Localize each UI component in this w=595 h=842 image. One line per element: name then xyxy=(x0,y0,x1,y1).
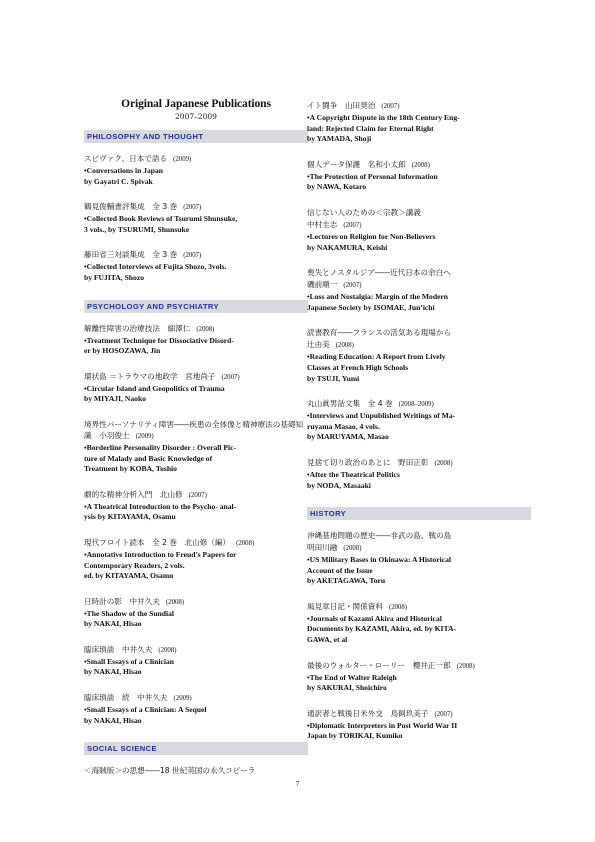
publication-year: (2008) xyxy=(434,459,453,467)
japanese-title xyxy=(84,596,308,608)
publication-year: (2007) xyxy=(183,204,202,212)
japanese-title-text: 風見章日記・関係資料 xyxy=(307,601,383,611)
publication-year: (2008) xyxy=(236,539,255,547)
publication-year: (2008) xyxy=(456,662,475,670)
english-title: •A Copyright Dispute in the 18th Century Eng- xyxy=(307,113,460,122)
japanese-author-text: 明田川融 xyxy=(307,543,338,553)
english-title-line: by NAKAI, Hisao xyxy=(84,619,142,629)
english-title-line: by YAMADA, Shoji xyxy=(307,134,372,144)
japanese-title xyxy=(307,601,531,613)
japanese-title xyxy=(307,327,531,338)
japanese-author-text: 辻由美 xyxy=(307,340,330,350)
publication-year: (2009) xyxy=(173,156,192,163)
publication-year: (2008) xyxy=(165,598,185,606)
publication-year: (2009) xyxy=(173,695,192,703)
english-title: •Annotative Introduction to Freud’s Papers for xyxy=(84,549,237,559)
japanese-author-text: 中村圭志 xyxy=(307,219,338,229)
japanese-title xyxy=(307,708,531,720)
english-title-line: by NAWA, Kotaro xyxy=(307,182,367,192)
publication-year: (2008–2009) xyxy=(398,401,434,409)
english-title-line: by MIYAJI, Naoko xyxy=(84,394,146,404)
section-heading: SOCIAL SCIENCE xyxy=(84,742,308,755)
english-title-line: by FUJITA, Shozo xyxy=(84,272,144,282)
japanese-title xyxy=(84,644,308,656)
english-title: •A Theatrical Introduction to the Psycho- anal- xyxy=(84,501,237,511)
japanese-title-text: 最後のウォルター・ローリー 櫻井正一郎 xyxy=(307,660,451,670)
publication-year: (2008) xyxy=(343,545,362,553)
english-title: •Interviews and Unpublished Writings of Ma- xyxy=(307,411,456,421)
publication-entry xyxy=(307,267,531,313)
japanese-author xyxy=(307,542,531,554)
page-number: 7 xyxy=(295,779,300,788)
english-title-line: GAWA, et al xyxy=(307,635,348,645)
english-title-line: Account of the Issue xyxy=(307,565,373,575)
publication-entry xyxy=(307,159,531,193)
japanese-title xyxy=(84,153,308,165)
english-title-line: Japanese Society by ISOMAE, Jun’ichi xyxy=(307,302,435,312)
english-title: •Small Essays of a Clinician xyxy=(84,656,175,666)
english-title-line: Contemporary Readers, 2 vols. xyxy=(84,560,185,570)
japanese-title xyxy=(84,692,308,704)
publication-entry xyxy=(307,327,531,384)
english-title: •Treatment Technique for Dissociative Disord- xyxy=(84,335,234,345)
japanese-title-text: 通訳者と戦後日米外交 鳥飼玖美子 xyxy=(307,708,429,718)
english-title: •Small Essays of a Clinician: A Sequel xyxy=(84,705,207,715)
english-title: •Circular Island and Geopolitics of Trauma xyxy=(84,383,225,393)
publication-year: (2008) xyxy=(335,342,354,350)
japanese-title xyxy=(307,530,531,541)
section-heading: PHILOSOPHY AND THOUGHT xyxy=(84,130,308,143)
japanese-title-text: 日時計の影 中井久夫 xyxy=(84,596,160,606)
publication-entry xyxy=(307,398,531,443)
japanese-title xyxy=(84,419,308,442)
publication-year: (2008) xyxy=(196,325,215,333)
publication-year: (2007) xyxy=(221,373,240,381)
publication-entry xyxy=(84,644,308,678)
english-title: •Reading Education: A Report from Lively xyxy=(307,352,446,362)
japanese-title xyxy=(307,100,531,112)
english-title-line: Documents by KAZAMI, Akira, ed. by KITA- xyxy=(307,624,457,634)
english-title: •The End of Walter Raleigh xyxy=(307,672,397,682)
japanese-title xyxy=(84,201,308,213)
english-title: •Borderline Personality Disorder : Overall Pic- xyxy=(84,442,237,452)
publication-entry xyxy=(84,692,308,726)
japanese-title xyxy=(307,207,531,218)
publication-entry xyxy=(307,660,531,694)
english-title-line: by AKETAGAWA, Toru xyxy=(307,576,386,586)
publication-entry xyxy=(84,371,308,405)
japanese-title-text: 現代フロイト読本 全 2 巻 北山修（編） xyxy=(84,537,231,547)
english-title-line: ture of Malady and Basic Knowledge of xyxy=(84,453,213,463)
publication-entry xyxy=(84,537,308,582)
japanese-title-text: 境界性パーソナリティ障害――疾患の全体像と精神療法の基礎知識 小羽俊士 xyxy=(84,419,304,440)
publication-year: (2007) xyxy=(343,221,362,229)
japanese-title xyxy=(307,660,531,672)
japanese-title-text: 丸山眞男話文集 全 4 巻 xyxy=(307,399,393,409)
publication-year: (2007) xyxy=(343,282,362,290)
publication-year: (2007) xyxy=(381,103,400,110)
publication-year: (2007) xyxy=(434,710,453,718)
japanese-title-text: 解離性障害の治療技法 細澤仁 xyxy=(84,323,191,333)
english-title-line: by NAKAI, Hisao xyxy=(84,715,142,725)
japanese-title xyxy=(307,267,531,278)
japanese-author xyxy=(307,279,531,291)
english-title-line: Classes at French High Schools xyxy=(307,362,409,372)
japanese-title xyxy=(84,323,308,335)
japanese-title xyxy=(307,457,531,469)
publication-entry xyxy=(84,323,308,357)
english-title: •Conversations in Japan xyxy=(84,166,164,175)
japanese-title-text: 読書教育――フランスの活気ある現場から xyxy=(307,328,452,338)
left-column xyxy=(84,0,308,779)
english-title-line: by MARUYAMA, Masao xyxy=(307,432,389,442)
english-title-line: Japan by TORIKAI, Kumiko xyxy=(307,731,403,741)
japanese-title-text: 沖縄基地問題の歴史――非武の島、戦の島 xyxy=(307,531,452,541)
japanese-title-text: 臨床瑣談 中井久夫 xyxy=(84,644,153,654)
japanese-title-text: 個人データ保護 名和小太郎 xyxy=(307,159,406,169)
japanese-title xyxy=(307,398,531,410)
english-title-line: by SAKURAI, Shoichiro xyxy=(307,683,387,693)
section-heading: HISTORY xyxy=(307,507,531,520)
english-title-line: by NAKAMURA, Keishi xyxy=(307,242,388,252)
japanese-author xyxy=(307,219,531,231)
english-title-line: ruyama Masao, 4 vols. xyxy=(307,421,380,431)
japanese-title-text: 臨床瑣談 続 中井久夫 xyxy=(84,693,168,703)
japanese-title-text: スピヴァク、日本で語る xyxy=(84,154,168,163)
publication-entry xyxy=(307,100,531,145)
japanese-title xyxy=(84,765,308,776)
japanese-title-text: 環状島 ＝トラウマの地政学 宮地尚子 xyxy=(84,371,216,381)
right-column xyxy=(307,0,531,758)
english-title-line: by TSUJI, Yumi xyxy=(307,373,360,383)
english-title: •The Shadow of the Sundial xyxy=(84,608,175,618)
publication-entry xyxy=(307,207,531,253)
english-title-line: land: Rejected Claim for Eternal Right xyxy=(307,123,434,133)
publication-year: (2007) xyxy=(183,252,202,260)
english-title: •Collected Interviews of Fujita Shozo, 3vols. xyxy=(84,262,227,272)
english-title: •Lectures on Religion for Non-Believers xyxy=(307,231,436,241)
japanese-title-text: 喪失とノスタルジア――近代日本の余白へ xyxy=(307,268,451,278)
japanese-author xyxy=(307,339,531,351)
japanese-title-text: ＜海賊版＞の思想――18 世紀英国の永久コピーラ xyxy=(84,766,256,776)
japanese-title xyxy=(84,489,308,501)
page-title: Original Japanese Publications xyxy=(121,98,271,110)
publication-entry xyxy=(84,201,308,235)
right-sections xyxy=(307,100,531,758)
english-title-line: by Gayatri C. Spivak xyxy=(84,176,153,186)
japanese-title-text: イト闘争 山田奨治 xyxy=(307,101,376,110)
english-title-line: ed. by KITAYAMA, Osamu xyxy=(84,571,174,581)
japanese-author-text: 磯前順一 xyxy=(307,280,338,290)
publication-entry xyxy=(84,249,308,283)
english-title-line: by NAKAI, Hisao xyxy=(84,667,142,677)
publication-entry xyxy=(84,153,308,187)
japanese-title xyxy=(84,249,308,261)
left-sections xyxy=(84,130,308,779)
english-title: •The Protection of Personal Information xyxy=(307,171,438,181)
english-title: •After the Theatrical Politics xyxy=(307,469,400,479)
english-title-line: by NODA, Masaaki xyxy=(307,480,371,490)
japanese-title-text: 鶴見俊輔書評集成 全 3 巻 xyxy=(84,202,178,212)
japanese-title xyxy=(84,537,308,549)
english-title-line: ysis by KITAYAMA, Osamu xyxy=(84,512,176,522)
english-title-line: Treatment by KOBA, Toshio xyxy=(84,464,177,474)
publication-entry xyxy=(84,419,308,475)
publication-year: (2008) xyxy=(388,603,408,611)
english-title-line: er by HOSOZAWA, Jin xyxy=(84,346,161,356)
english-title: •Journals of Kazami Akira and Historical xyxy=(307,613,442,623)
japanese-title xyxy=(307,159,531,171)
japanese-title xyxy=(84,371,308,383)
publication-entry xyxy=(307,708,531,742)
english-title: •Loss and Nostalgia: Margin of the Modern xyxy=(307,292,449,302)
english-title-line: 3 vols., by TSURUMI, Shunsuke xyxy=(84,224,190,234)
english-title: •US Military Bases in Okinawa: A Historical xyxy=(307,555,451,565)
publication-year: (2007) xyxy=(188,491,207,499)
japanese-title-text: 信じない人のための＜宗教＞講義 xyxy=(307,207,421,217)
japanese-title-text: 藤田省三対談集成 全 3 巻 xyxy=(84,250,178,260)
page-subtitle: 2007–2009 xyxy=(175,112,217,121)
publication-entry xyxy=(84,596,308,630)
publication-entry xyxy=(84,765,308,776)
english-title: •Diplomatic Interpreters in Post World War II xyxy=(307,720,458,730)
publication-year: (2008) xyxy=(158,646,177,654)
publication-year: (2008) xyxy=(411,161,430,169)
publication-entry xyxy=(307,457,531,491)
publication-entry xyxy=(84,489,308,523)
japanese-title-text: 見捨て切り政治のあとに 野田正彰 xyxy=(307,457,429,467)
japanese-title-text: 劇的な精神分析入門 北山修 xyxy=(84,489,183,499)
publication-year: (2009) xyxy=(135,432,154,440)
english-title: •Collected Book Reviews of Tsurumi Shunsuke, xyxy=(84,214,238,224)
publication-entry xyxy=(307,530,531,587)
section-heading: PSYCHOLOGY AND PSYCHIATRY xyxy=(84,300,308,313)
publication-entry xyxy=(307,601,531,646)
